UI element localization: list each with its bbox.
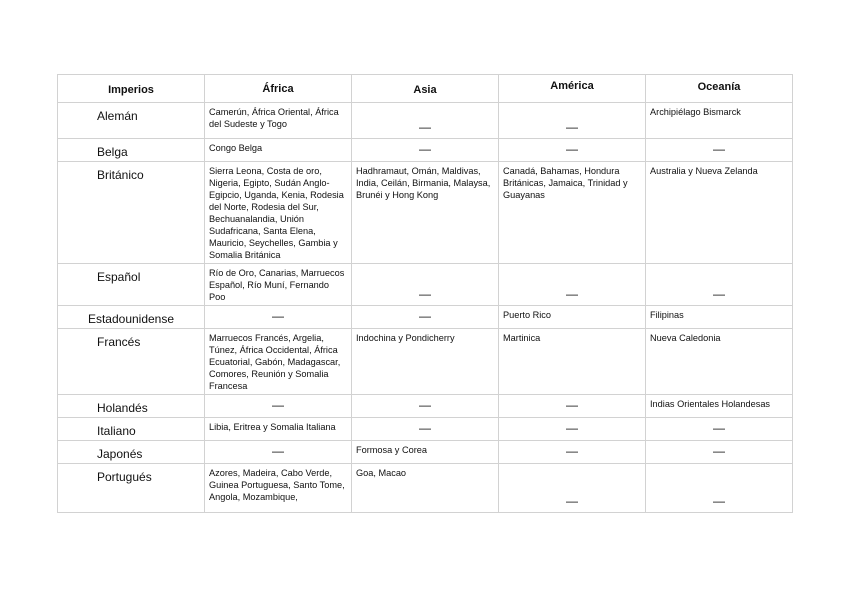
cell-asia: Formosa y Corea <box>352 441 499 464</box>
cell-africa: Libia, Eritrea y Somalia Italiana <box>205 418 352 441</box>
cell-asia: — <box>352 418 499 441</box>
cell-america: Puerto Rico <box>499 306 646 329</box>
cell-asia: — <box>352 306 499 329</box>
cell-oceania: Indias Orientales Holandesas <box>646 395 793 418</box>
table-row <box>58 329 793 395</box>
cell-imperio: Belga <box>58 139 205 162</box>
table-row <box>58 162 793 264</box>
cell-oceania: — <box>646 441 793 464</box>
cell-america: — <box>499 441 646 464</box>
cell-america: — <box>499 264 646 306</box>
header-oceania: Oceanía <box>646 75 793 103</box>
cell-oceania: Archipiélago Bismarck <box>646 103 793 139</box>
header-row <box>58 75 793 103</box>
table-row <box>58 418 793 441</box>
table-row <box>58 139 793 162</box>
cell-oceania: — <box>646 264 793 306</box>
cell-oceania: Nueva Caledonia <box>646 329 793 395</box>
cell-america: — <box>499 103 646 139</box>
header-africa: África <box>205 75 352 103</box>
header-asia: Asia <box>352 75 499 103</box>
cell-africa: — <box>205 395 352 418</box>
cell-asia: Indochina y Pondicherry <box>352 329 499 395</box>
cell-imperio: Británico <box>58 162 205 264</box>
cell-oceania: Australia y Nueva Zelanda <box>646 162 793 264</box>
header-america: América <box>499 75 646 103</box>
table-row <box>58 464 793 513</box>
cell-africa: Sierra Leona, Costa de oro, Nigeria, Egipto, Sudán Anglo-Egipcio, Uganda, Kenia, Rodesia del Norte, Rodesia del Sur, Bechuanalandia, Unión Sudafricana, Santa Elena, Mauricio, Seychelles, Gambia y Somalia Británica <box>205 162 352 264</box>
cell-oceania: — <box>646 464 793 513</box>
cell-america: Canadá, Bahamas, Hondura Británicas, Jamaica, Trinidad y Guayanas <box>499 162 646 264</box>
cell-america: Martinica <box>499 329 646 395</box>
cell-oceania: Filipinas <box>646 306 793 329</box>
cell-imperio: Alemán <box>58 103 205 139</box>
header-imperios: Imperios <box>58 75 205 103</box>
cell-imperio: Francés <box>58 329 205 395</box>
cell-africa: Marruecos Francés, Argelia, Túnez, África Occidental, África Ecuatorial, Gabón, Madagascar, Comores, Reunión y Somalia Francesa <box>205 329 352 395</box>
cell-imperio: Italiano <box>58 418 205 441</box>
table-row <box>58 441 793 464</box>
table-row <box>58 264 793 306</box>
cell-asia: — <box>352 395 499 418</box>
cell-imperio: Portugués <box>58 464 205 513</box>
cell-america: — <box>499 139 646 162</box>
cell-africa: Azores, Madeira, Cabo Verde, Guinea Portuguesa, Santo Tome, Angola, Mozambique, <box>205 464 352 513</box>
cell-america: — <box>499 464 646 513</box>
cell-africa: Camerún, África Oriental, África del Sudeste y Togo <box>205 103 352 139</box>
cell-africa: — <box>205 306 352 329</box>
table-row <box>58 306 793 329</box>
table-row <box>58 395 793 418</box>
table-row <box>58 103 793 139</box>
empires-table <box>57 74 793 513</box>
cell-asia: — <box>352 139 499 162</box>
cell-asia: Goa, Macao <box>352 464 499 513</box>
cell-imperio: Español <box>58 264 205 306</box>
cell-africa: Congo Belga <box>205 139 352 162</box>
cell-america: — <box>499 418 646 441</box>
cell-imperio: Estadounidense <box>58 306 205 329</box>
cell-imperio: Japonés <box>58 441 205 464</box>
cell-asia: — <box>352 264 499 306</box>
cell-africa: Río de Oro, Canarias, Marruecos Español, Río Muní, Fernando Poo <box>205 264 352 306</box>
cell-imperio: Holandés <box>58 395 205 418</box>
cell-america: — <box>499 395 646 418</box>
cell-asia: Hadhramaut, Omán, Maldivas, India, Ceilán, Birmania, Malaysa, Brunéi y Hong Kong <box>352 162 499 264</box>
cell-oceania: — <box>646 139 793 162</box>
cell-oceania: — <box>646 418 793 441</box>
cell-africa: — <box>205 441 352 464</box>
cell-asia: — <box>352 103 499 139</box>
